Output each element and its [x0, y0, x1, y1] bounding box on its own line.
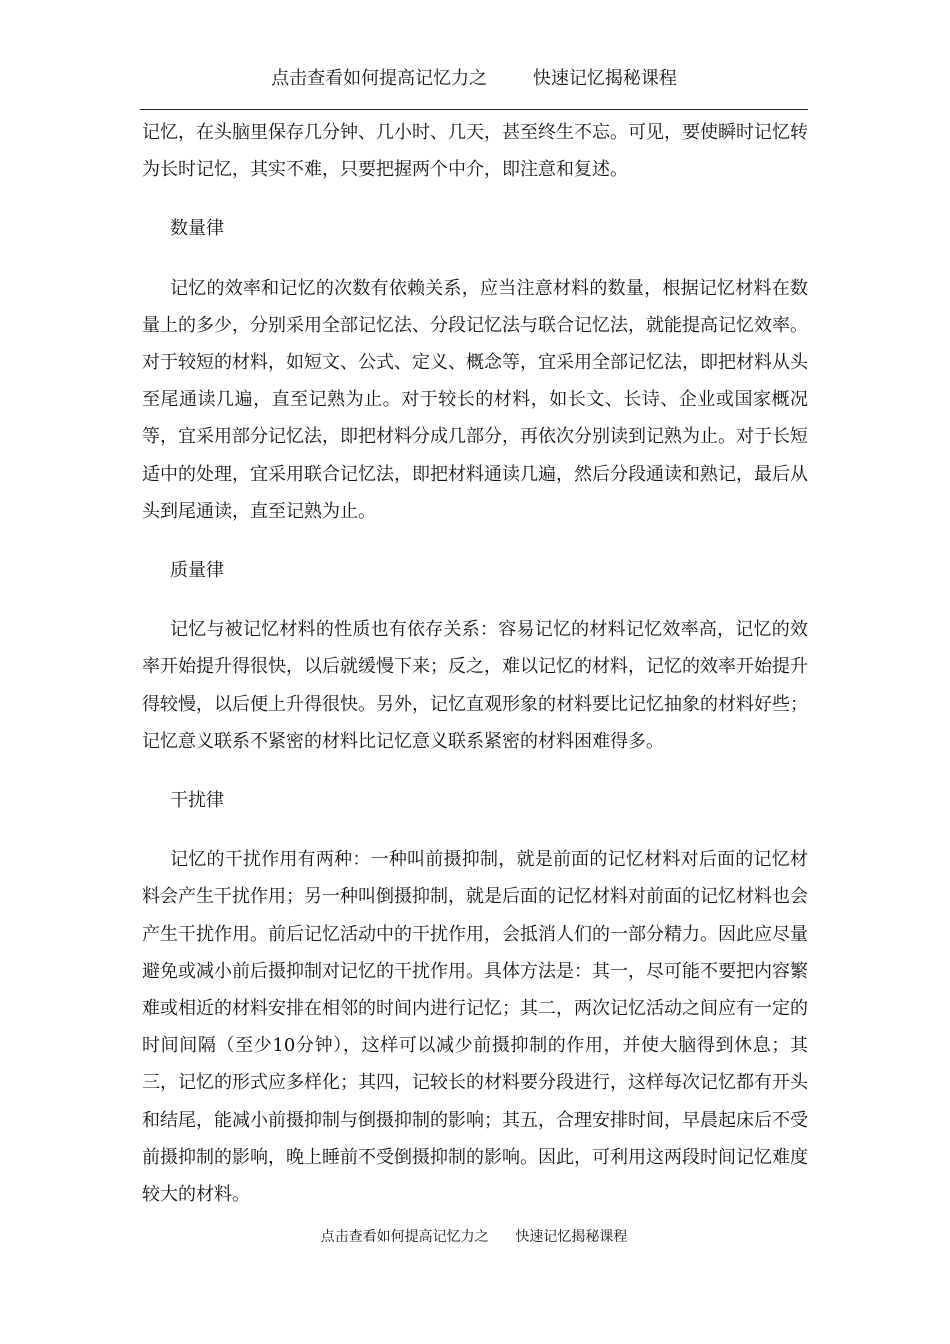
header-divider — [140, 109, 808, 110]
paragraph-interference-law: 记忆的干扰作用有两种：一种叫前摄抑制，就是前面的记忆材料对后面的记忆材料会产生干扰作用；另一种叫倒摄抑制，就是后面的记忆材料对前面的记忆材料也会产生干扰作用。前后记忆活动中的干扰作用，会抵消人们的一部分精力。因此应尽量避免或减小前后摄抑制对记忆的干扰作用。具体方法是：其一，尽可能不要把内容繁难或相近的材料安排在相邻的时间内进行记忆；其二，两次记忆活动之间应有一定的时间间隔（至少10分钟），这样可以减少前摄抑制的作用，并使大脑得到休息；其三，记忆的形式应多样化；其四，记较长的材料要分段进行，这样每次记忆都有开头和结尾，能减小前摄抑制与倒摄抑制的影响；其五，合理安排时间，早晨起床后不受前摄抑制的影响，晚上睡前不受倒摄抑制的影响。因此，可利用这两段时间记忆难度较大的材料。 — [142, 849, 808, 1206]
paragraph-quantity-law: 记忆的效率和记忆的次数有依赖关系，应当注意材料的数量，根据记忆材料在数量上的多少，分别采用全部记忆法、分段记忆法与联合记忆法，就能提高记忆效率。对于较短的材料，如短文、公式、定义、概念等，宜采用全部记忆法，即把材料从头至尾通读几遍，直至记熟为止。对于较长的材料，如长文、长诗、企业或国家概况等，宜采用部分记忆法，即把材料分成几部分，再依次分别读到记熟为止。对于长短适中的处理，宜采用联合记忆法，即把材料通读几遍，然后分段通读和熟记，最后从头到尾通读，直至记熟为止。 — [142, 277, 808, 522]
page-header-link[interactable]: 点击查看如何提高记忆力之 快速记忆揭秘课程 — [271, 68, 677, 89]
section-heading-quantity-law: 数量律 — [170, 218, 224, 240]
document-body — [142, 114, 808, 1235]
section-heading-interference-law: 干扰律 — [170, 790, 224, 812]
page-footer-link[interactable]: 点击查看如何提高记忆力之 快速记忆揭秘课程 — [320, 1229, 628, 1245]
paragraph-quality-law: 记忆与被记忆材料的性质也有依存关系：容易记忆的材料记忆效率高，记忆的效率开始提升得很快，以后就缓慢下来；反之，难以记忆的材料，记忆的效率开始提升得较慢，以后便上升得很快。另外，记忆直观形象的材料要比记忆抽象的材料好些；记忆意义联系不紧密的材料比记忆意义联系紧密的材料困难得多。 — [142, 619, 808, 752]
section-heading-quality-law: 质量律 — [170, 560, 224, 582]
paragraph-continued: 记忆，在头脑里保存几分钟、几小时、几天，甚至终生不忘。可见，要使瞬时记忆转为长时记忆，其实不难，只要把握两个中介，即注意和复述。 — [142, 122, 808, 181]
